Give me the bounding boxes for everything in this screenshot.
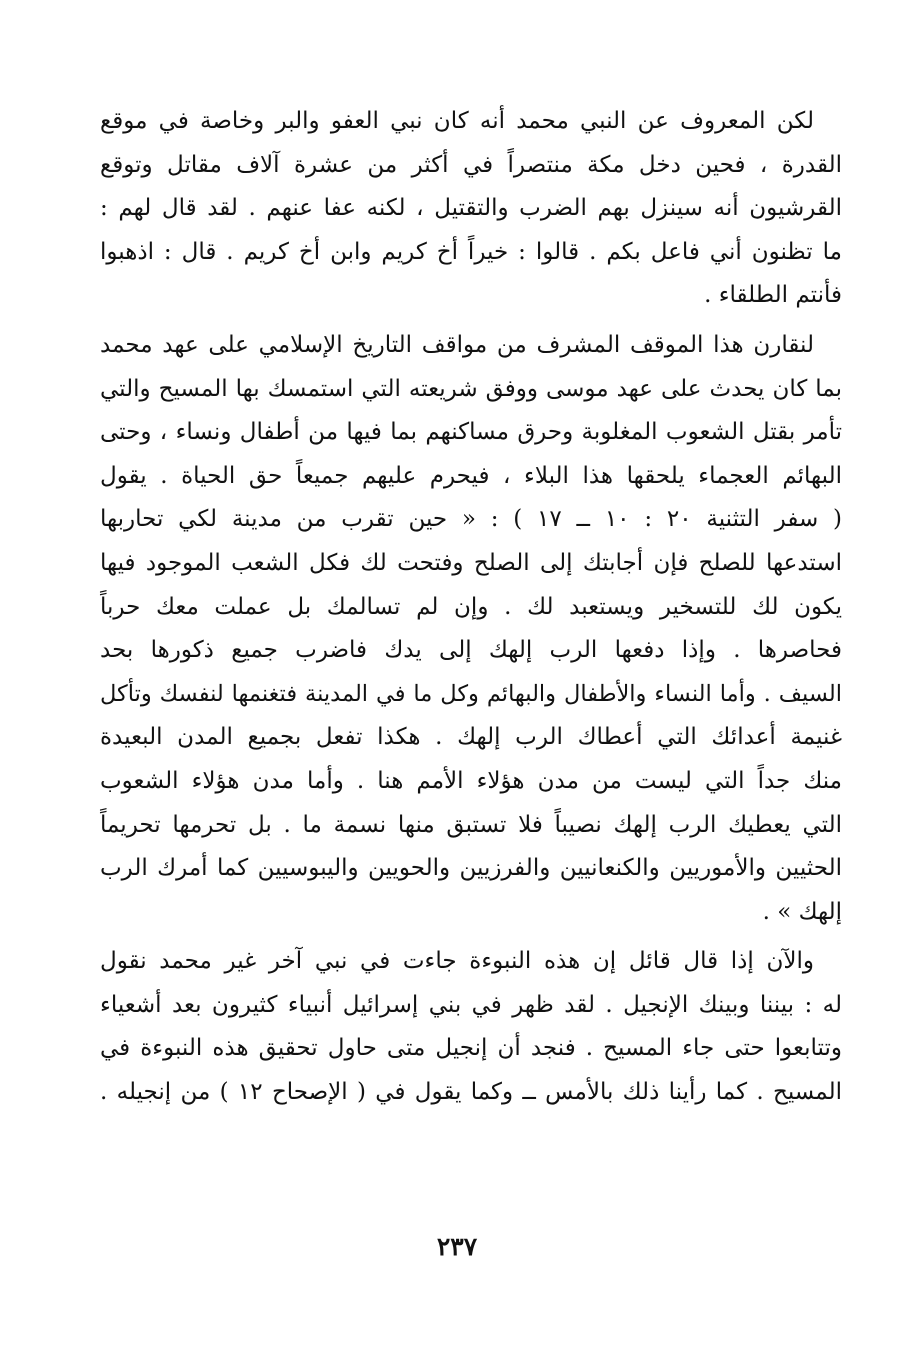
- paragraph-3: [100, 940, 842, 1114]
- text-line: غنيمة أعدائك التي أعطاك الرب إلهك . هكذا تفعل بجميع المدن البعيدة: [100, 724, 842, 751]
- text-line: فحاصرها . وإذا دفعها الرب إلهك إلى يدك فاضرب جميع ذكورها بحد: [100, 637, 842, 664]
- text-line: الحثيين والأموريين والكنعانيين والفرزيين والحويين واليبوسيين كما أمرك الرب: [100, 855, 842, 882]
- page-body: [100, 100, 842, 1115]
- text-line: البهائم العجماء يلحقها هذا البلاء ، فيحرم عليهم جميعاً حق الحياة . يقول: [100, 462, 842, 489]
- text-line: استدعها للصلح فإن أجابتك إلى الصلح وفتحت لك فكل الشعب الموجود فيها: [100, 549, 842, 576]
- text-line: التي يعطيك الرب إلهك نصيباً فلا تستبق منها نسمة ما . بل تحرمها تحريماً: [100, 811, 842, 838]
- paragraph-2: [100, 324, 842, 934]
- text-line: لنقارن هذا الموقف المشرف من مواقف التاريخ الإسلامي على عهد محمد: [100, 331, 814, 358]
- text-line: المسيح . كما رأينا ذلك بالأمس ــ وكما يقول في ( الإصحاح ١٢ ) من إنجيله .: [100, 1079, 842, 1106]
- page-number: ٢٣٧: [436, 1232, 478, 1261]
- paragraph-1: [100, 100, 842, 318]
- text-line: لكن المعروف عن النبي محمد أنه كان نبي العفو والبر وخاصة في موقع: [100, 108, 814, 134]
- text-line: منك جداً التي ليست من مدن هؤلاء الأمم هنا . وأما مدن هؤلاء الشعوب: [100, 767, 842, 794]
- text-line: القرشيون أنه سينزل بهم الضرب والتقتيل ، لكنه عفا عنهم . لقد قال لهم :: [100, 195, 842, 222]
- text-line: إلهك » .: [762, 898, 842, 925]
- text-line: السيف . وأما النساء والأطفال والبهائم وكل ما في المدينة فتغنمها لنفسك وتأكل: [100, 680, 842, 707]
- text-line: القدرة ، فحين دخل مكة منتصراً في أكثر من عشرة آلاف مقاتل وتوقع: [100, 151, 842, 178]
- text-line: له : بيننا وبينك الإنجيل . لقد ظهر في بني إسرائيل أنبياء كثيرون بعد أشعياء: [100, 991, 842, 1018]
- text-line: يكون لك للتسخير ويستعبد لك . وإن لم تسالمك بل عملت معك حرباً: [100, 593, 842, 620]
- text-line: ( سفر التثنية ٢٠ : ١٠ ــ ١٧ ) : « حين تقرب من مدينة لكي تحاربها: [100, 506, 842, 533]
- text-line: وتتابعوا حتى جاء المسيح . فنجد أن إنجيل متى حاول تحقيق هذه النبوءة في: [100, 1035, 842, 1062]
- text-line: ما تظنون أني فاعل بكم . قالوا : خيراً أخ كريم وابن أخ كريم . قال : اذهبوا: [100, 238, 842, 265]
- text-line: والآن إذا قال قائل إن هذه النبوءة جاءت في نبي آخر غير محمد نقول: [100, 948, 814, 975]
- text-line: تأمر بقتل الشعوب المغلوبة وحرق مساكنهم بما فيها من أطفال ونساء ، وحتى: [100, 419, 842, 446]
- text-line: بما كان يحدث على عهد موسى ووفق شريعته التي استمسك بها المسيح والتي: [100, 375, 842, 402]
- text-line: فأنتم الطلقاء .: [704, 282, 842, 309]
